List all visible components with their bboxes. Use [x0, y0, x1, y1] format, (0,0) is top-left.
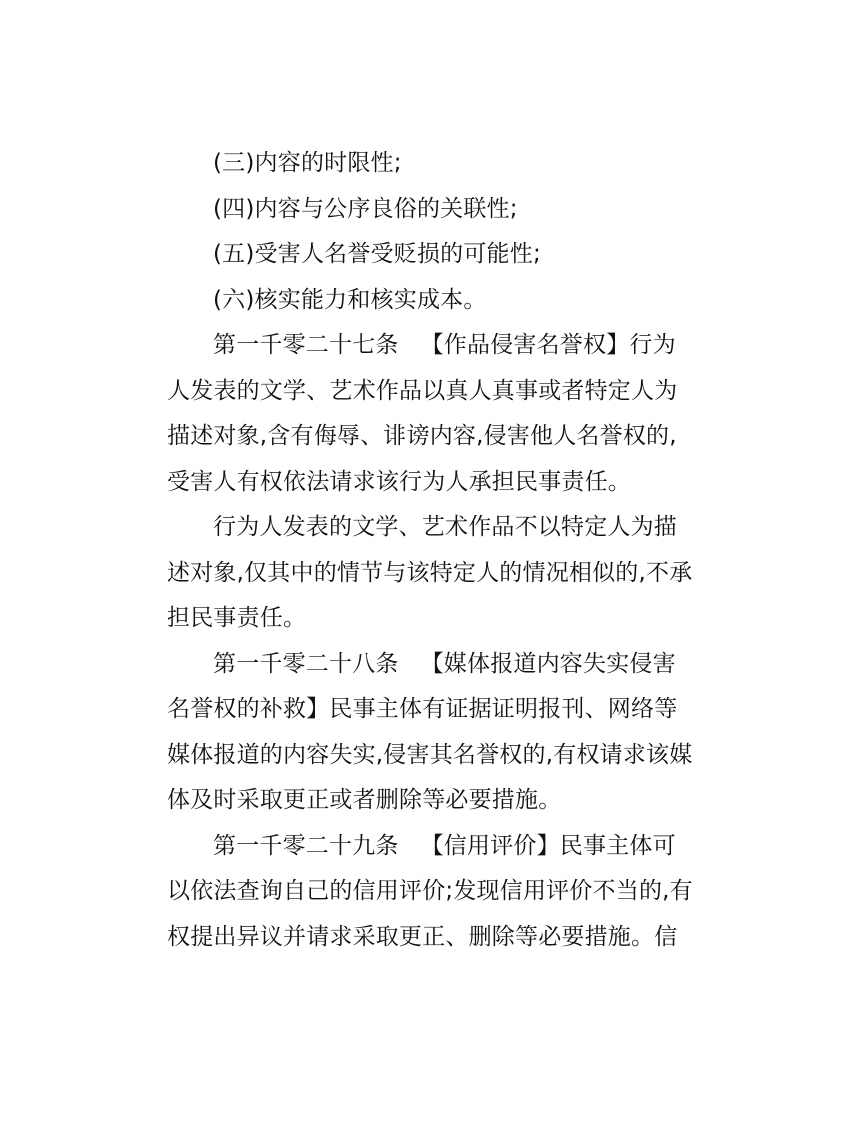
article-1029-heading-line	[167, 824, 697, 870]
article-1029-text: 【信用评价】民事主体可	[420, 832, 676, 859]
article-1028-heading-line	[167, 642, 697, 688]
article-1028-text: 【媒体报道内容失实侵害	[420, 650, 676, 677]
list-item: (四)内容与公序良俗的关联性;	[213, 195, 518, 222]
article-1027-text: 【作品侵害名誉权】行为	[420, 332, 676, 358]
article-1029-number: 第一千零二十九条	[213, 832, 399, 859]
article-1027-heading-line	[167, 323, 697, 369]
article-1027-line: 受害人有权依法请求该行为人承担民事责任。	[167, 468, 631, 495]
article-1028-number: 第一千零二十八条	[213, 650, 399, 677]
article-1029-line: 以依法查询自己的信用评价;发现信用评价不当的,有	[167, 878, 693, 904]
article-1028-line: 媒体报道的内容失实,侵害其名誉权的,有权请求该媒	[167, 741, 693, 768]
article-1027-paragraph2-line: 述对象,仅其中的情节与该特定人的情况相似的,不承	[167, 559, 693, 586]
article-1029-line: 权提出异议并请求采取更正、删除等必要措施。信	[167, 923, 678, 950]
article-1028-line: 体及时采取更正或者删除等必要措施。	[167, 787, 562, 813]
list-item: (五)受害人名誉受贬损的可能性;	[213, 241, 541, 267]
list-item: (三)内容的时限性;	[213, 150, 402, 176]
article-1027-paragraph2-line: 担民事责任。	[167, 605, 307, 631]
article-1027-line: 描述对象,含有侮辱、诽谤内容,侵害他人名誉权的,	[167, 423, 677, 449]
article-1027-line: 人发表的文学、艺术作品以真人真事或者特定人为	[167, 377, 678, 404]
article-1027-number: 第一千零二十七条	[213, 332, 399, 358]
list-item: (六)核实能力和核实成本。	[213, 286, 487, 313]
document-body	[167, 141, 697, 960]
article-1027-paragraph2-line: 行为人发表的文学、艺术作品不以特定人为描	[213, 514, 677, 540]
article-1028-line: 名誉权的补救】民事主体有证据证明报刊、网络等	[167, 696, 678, 722]
